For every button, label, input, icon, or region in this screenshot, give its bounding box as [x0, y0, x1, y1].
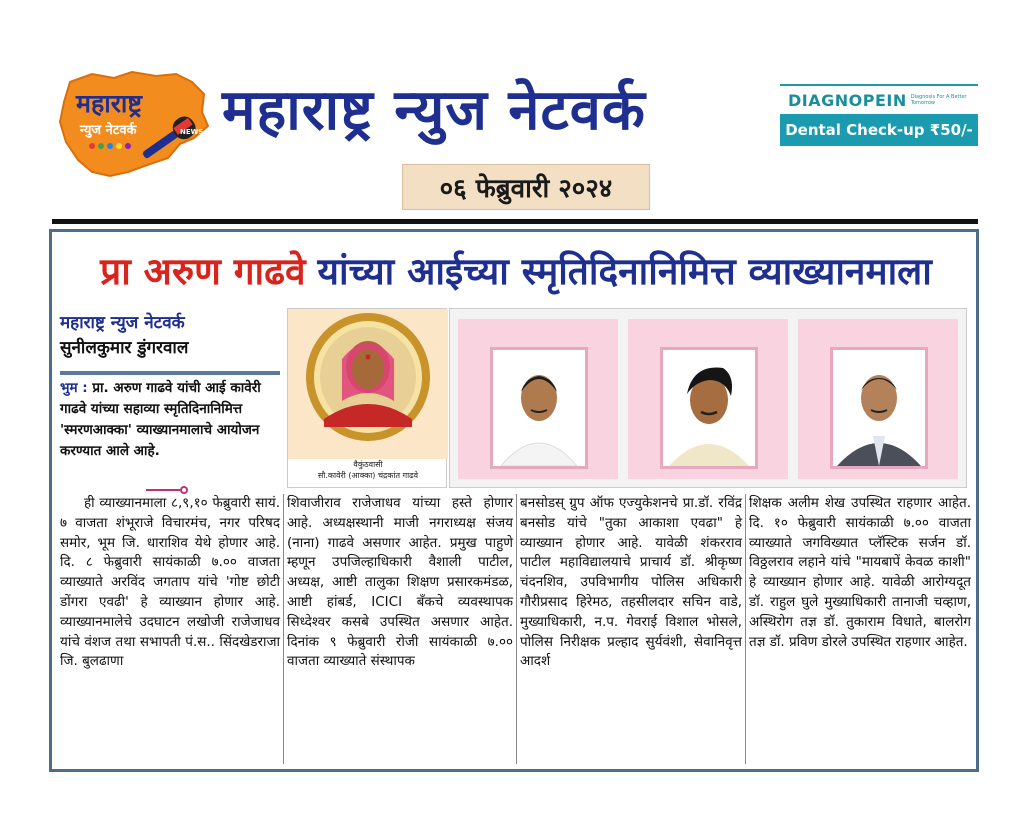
ad-tagline: Diagnosis For A Better Tomorrow	[910, 94, 967, 106]
news-article	[49, 229, 979, 772]
person-icon	[493, 350, 585, 466]
maharashtra-map-logo	[52, 68, 212, 180]
article-intro	[60, 378, 288, 462]
headline-name: प्रा अरुण गाढवे	[100, 249, 306, 293]
guest-photo-1	[458, 319, 618, 479]
article-column-4	[749, 494, 971, 652]
column-1-text: ही व्याख्यानमाला ८,९,१० फेब्रुवारी सायं. ७ वाजता शंभूराजे विचारमंच, नगर परिषद समोर, भूम जि. धाराशिव येथे होणार आहे. दि. ८ फेब्रुवारी सायंकाळी ७.०० वाजता व्याख्याते अरविंद जगताप यांचे 'गोष्ट छोटी डोंगरा एवढी' हे व्याख्यान होणार आहे. व्याख्यानमालेचे उदघाटन लखोजी राजेजाधव यांचे वंशज तथा सभापती पं.स.. सिंदखेडराजा जि. बुलढाणा	[60, 495, 280, 670]
issue-date: ०६ फेब्रुवारी २०२४	[402, 164, 650, 210]
ad-brand: DIAGNOPEIN	[788, 90, 907, 110]
article-column-1	[60, 494, 280, 672]
column-2-text: शिवाजीराव राजेजाधव यांच्या हस्ते होणार आहे. अध्यक्षस्थानी माजी नगराध्यक्ष संजय (नाना) गाढवे असणार आहेत. प्रमुख पाहुणे म्हणून उपजिल्हाधिकारी वैशाली पाटील, अध्यक्ष, आष्टी तालुका शिक्षण प्रसारकमंडळ, आष्टी हांबर्ड, ICICI बँकचे व्यवस्थापक सिध्देश्वर कसबे उपस्थित असणार आहेत. दिनांक ९ फेब्रुवारी रोजी सायंकाळी ७.०० वाजता व्याख्याते संस्थापक	[287, 495, 513, 670]
byline-divider	[60, 371, 280, 375]
byline-author: सुनीलकुमार डुंगरवाल	[60, 338, 189, 358]
column-divider	[516, 494, 517, 764]
byline-org: महाराष्ट्र न्युज नेटवर्क	[60, 313, 185, 333]
masthead-title: महाराष्ट्र न्युज नेटवर्क	[222, 78, 646, 143]
column-3-text: बनसोडस् ग्रुप ऑफ एज्युकेशनचे प्रा.डॉ. रविंद्र बनसोड यांचे "तुका आकाशा एवढा" हे व्याख्यान होणार आहे. यावेळी शंकरराव पाटील महाविद्यालयाचे प्राचार्य डॉ. श्रीकृष्ण चंदनशिव, उपविभागीय पोलिस अधिकारी गौरीप्रसाद हिरेमठ, तहसीलदार सचिन वाडे, मुख्याधिकारी, न.प. गेवराई विशाल भोसले, पोलिस निरीक्षक प्रल्हाद सुर्यवंशी, सेवानिवृत्त आदर्श	[520, 495, 742, 670]
logo-subtitle: न्युज नेटवर्क	[80, 123, 137, 138]
person-icon	[833, 350, 925, 466]
headline-text: यांच्या आईच्या स्मृतिदिनानिमित्त व्याख्यानमाला	[317, 249, 932, 293]
column-divider	[745, 494, 746, 764]
article-headline	[64, 238, 968, 300]
ad-brand-row	[780, 84, 978, 114]
guest-photo-strip	[449, 308, 967, 488]
guest-photo-3	[798, 319, 958, 479]
header-rule	[52, 219, 978, 224]
portrait-frame-icon	[288, 309, 448, 459]
logo-title: महाराष्ट्र	[76, 89, 143, 118]
portrait-caption-name: सौ.कावेरी (आक्का) चंद्रकांत गाढवे	[317, 471, 419, 480]
column-4-text: शिक्षक अलीम शेख उपस्थित राहणार आहेत. दि. १० फेब्रुवारी सायंकाळी ७.०० वाजता व्याख्याते जगविख्यात प्लॅस्टिक सर्जन डॉ. विठ्ठलराव लहाने यांचे "मायबापें केवळ काशी" हे व्याख्यान होणार आहे. यावेळी आरोग्यदूत डॉ. राहुल घुले मुख्याधिकारी तानाजी चव्हाण, अस्थिरोग तज्ञ डॉ. तुकाराम विधाते, बालरोग तज्ञ डॉ. प्रविण डोरले उपस्थित राहणार आहेत.	[749, 495, 971, 650]
logo-mic-tag: NEWS	[180, 128, 204, 136]
person-icon	[663, 350, 755, 466]
portrait-caption-title: वैकुंठवासी	[353, 460, 383, 469]
column-divider	[283, 494, 284, 764]
intro-text: प्रा. अरुण गाढवे यांची आई कावेरी गाढवे यांच्या सहाव्या स्मृतिदिनानिमित्त 'स्मरणआक्का' व्याख्यानमालाचे आयोजन करण्यात आले आहे.	[60, 380, 261, 459]
memorial-portrait	[287, 308, 447, 488]
intro-divider	[146, 486, 190, 494]
byline	[60, 310, 288, 358]
diagnopein-ad[interactable]	[780, 84, 978, 146]
ad-offer: Dental Check-up ₹50/-	[780, 114, 978, 146]
intro-location: भुम :	[60, 380, 88, 396]
article-column-2	[287, 494, 513, 672]
portrait-caption	[288, 459, 448, 481]
guest-photo-2	[628, 319, 788, 479]
article-column-3	[520, 494, 742, 672]
